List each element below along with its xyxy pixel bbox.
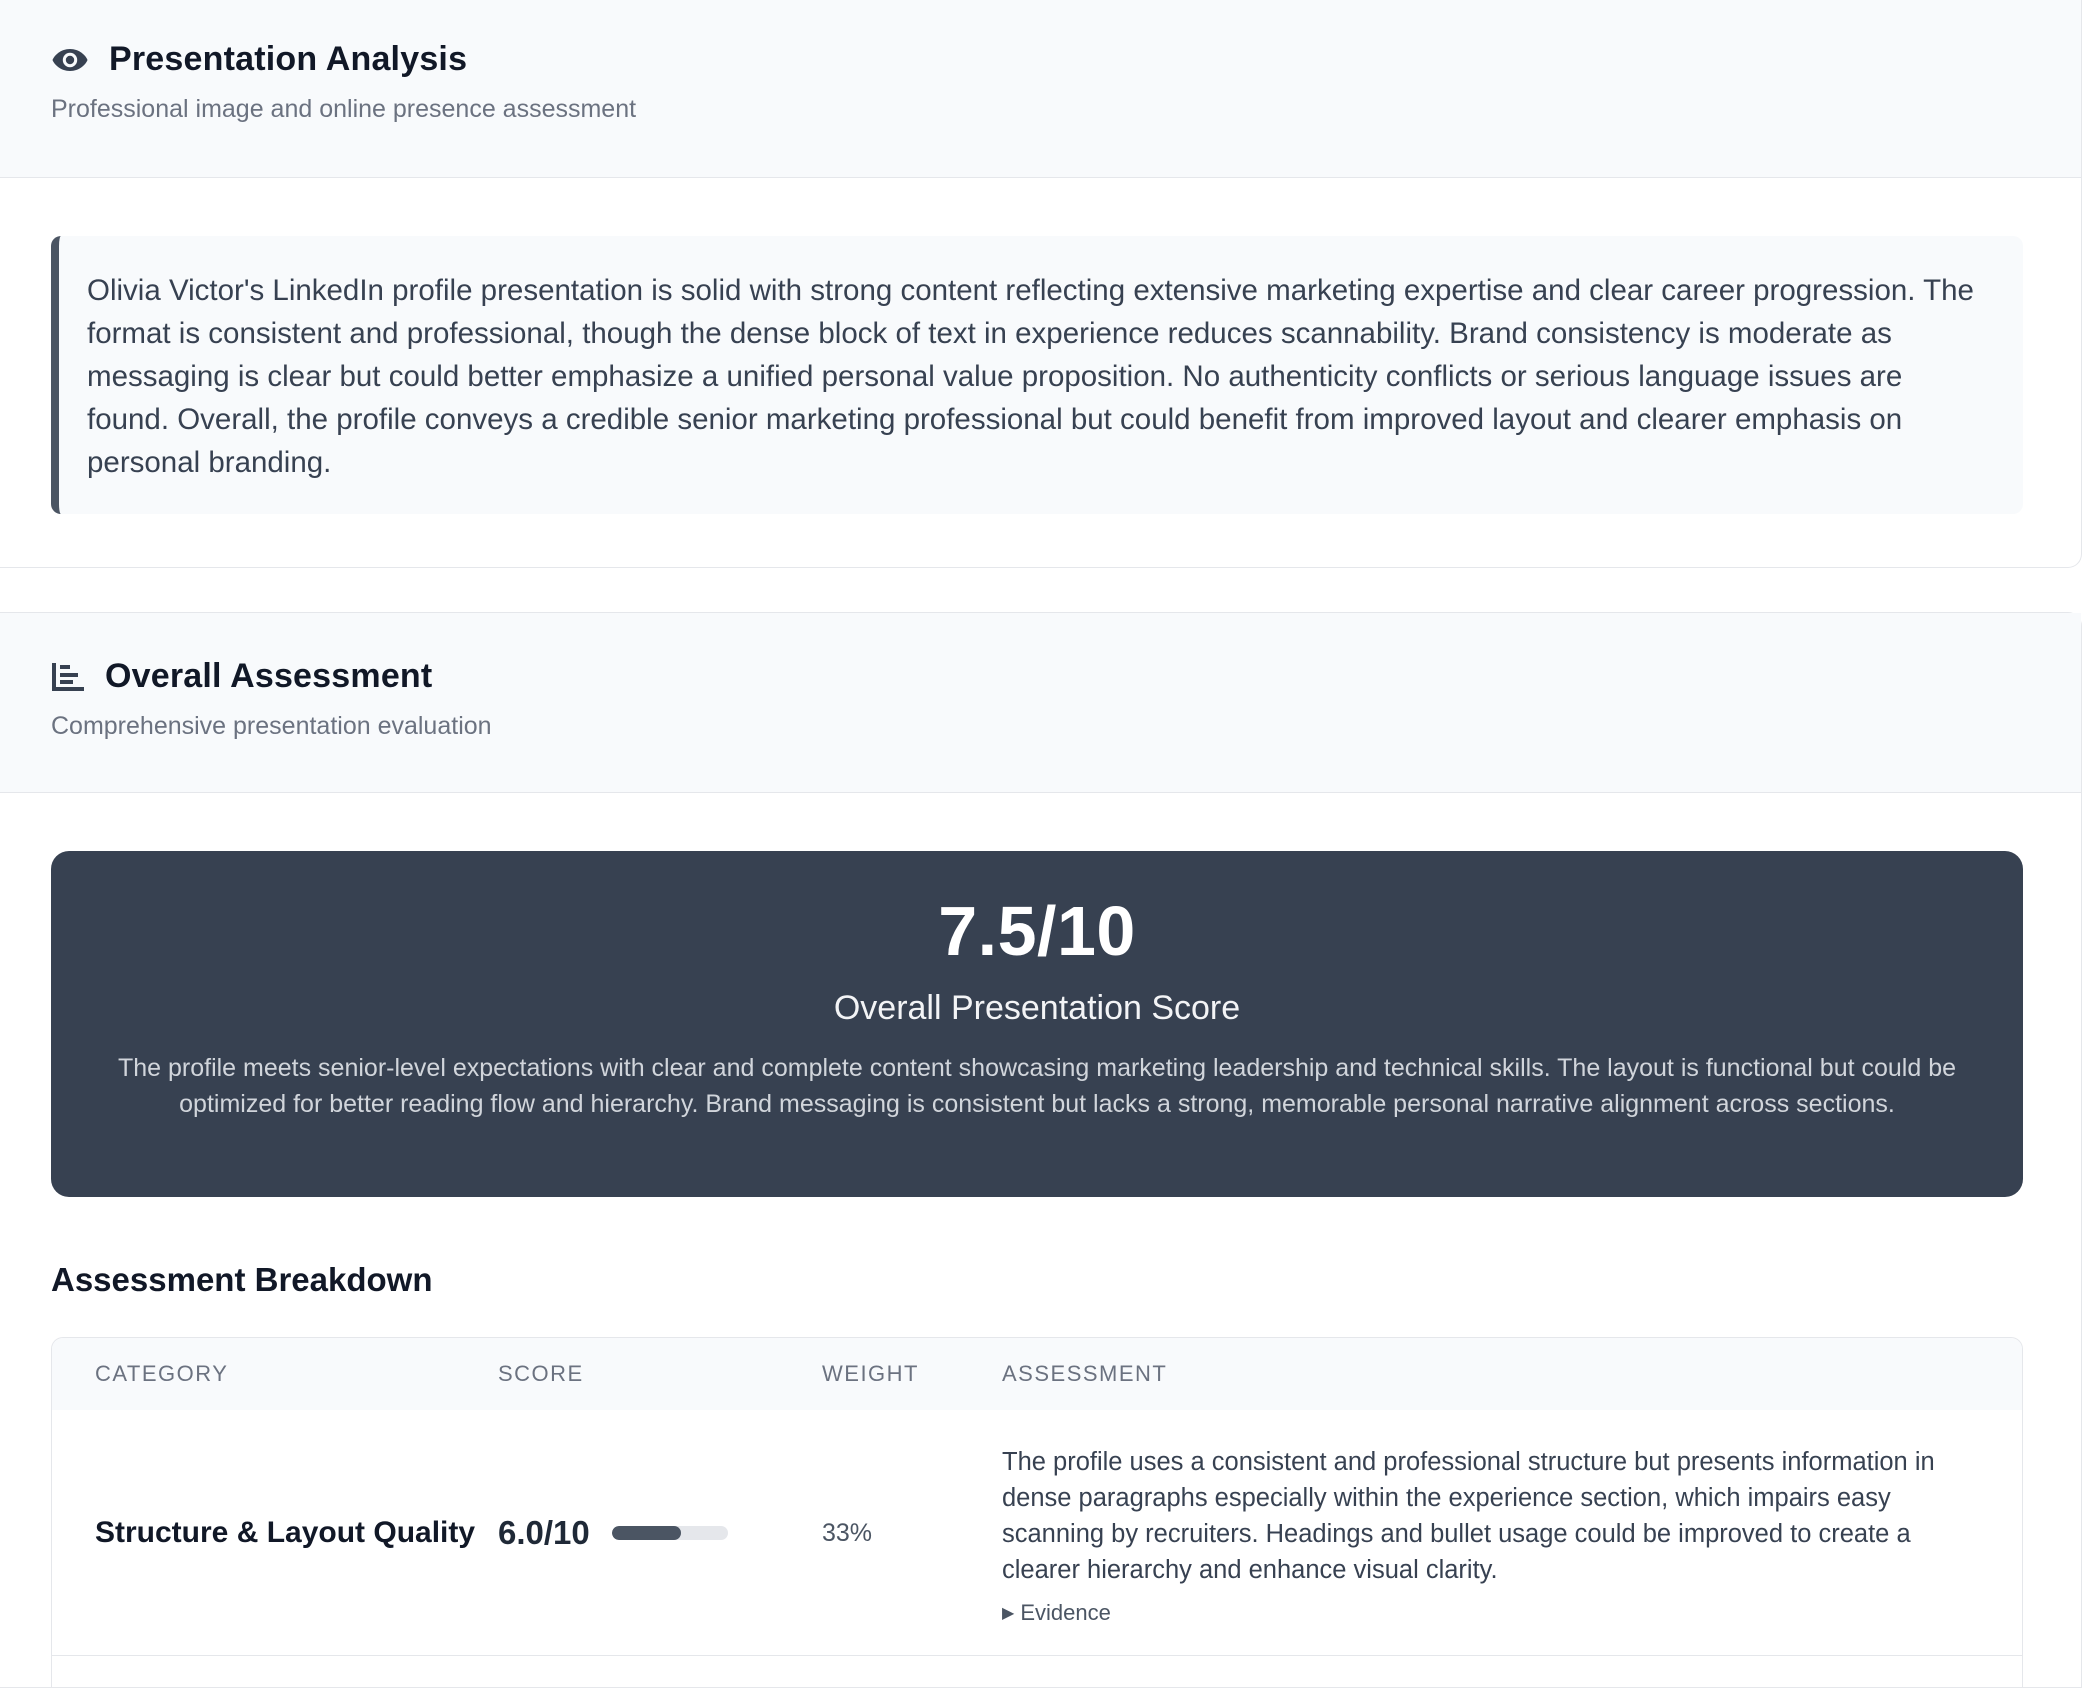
header-score: SCORE (498, 1361, 584, 1386)
table-row (52, 1410, 2022, 1656)
overall-score-value: 7.5/10 (938, 892, 1136, 970)
row-category: Structure & Layout Quality (95, 1516, 476, 1549)
overall-score-description: The profile meets senior-level expectations with clear and complete content showcasing marketing leadership and technical skills. The layout is functional but could be optimized for better reading flow and hierarchy. Brand messaging is consistent but lacks a strong, memorable personal narrative alignment across sections. (117, 1054, 1957, 1118)
presentation-analysis-header (0, 0, 2081, 178)
evidence-toggle[interactable] (1002, 1600, 1962, 1626)
overall-title-row (51, 657, 2030, 696)
score-bar (612, 1526, 728, 1540)
summary-quote: Olivia Victor's LinkedIn profile presentation is solid with strong content reflecting extensive marketing expertise and clear career progression. The format is consistent and professional, though the dense block of text in experience reduces scannability. Brand consistency is moderate as messaging is clear but could better emphasize a unified personal value proposition. No authenticity conflicts or serious language issues are found. Overall, the profile conveys a credible senior marketing professional but could benefit from improved layout and clearer emphasis on personal branding. (51, 236, 2023, 514)
row-assessment: The profile uses a consistent and professional structure but presents information in dense paragraphs especially within the experience section, which impairs easy scanning by recruiters. Headings and bullet usage could be improved to create a clearer hierarchy and enhance visual clarity. (1002, 1448, 1935, 1584)
triangle-right-icon: ▶ (1002, 1605, 1015, 1622)
score-bar-fill (612, 1526, 682, 1540)
section-subtitle: Comprehensive presentation evaluation (51, 712, 492, 740)
header-weight: WEIGHT (822, 1361, 919, 1386)
evidence-label: Evidence (1020, 1600, 1111, 1625)
breakdown-table (51, 1337, 2023, 1688)
eye-icon (51, 46, 89, 74)
chart-icon (51, 662, 85, 692)
header-category: CATEGORY (95, 1361, 229, 1386)
page-subtitle: Professional image and online presence assessment (51, 95, 637, 123)
overall-score-label: Overall Presentation Score (833, 989, 1241, 1027)
overall-assessment-header (0, 613, 2081, 793)
row-weight: 33% (822, 1518, 873, 1547)
row-score: 6.0/10 (498, 1514, 590, 1551)
presentation-analysis-card (0, 0, 2082, 568)
overall-score-panel (51, 851, 2023, 1197)
overall-assessment-card (0, 612, 2082, 1688)
page-title: Presentation Analysis (109, 40, 468, 78)
header-assessment: ASSESSMENT (1002, 1361, 1168, 1386)
table-header-row (52, 1338, 2022, 1410)
section-title: Overall Assessment (105, 657, 433, 695)
table-row-partial (52, 1656, 2022, 1688)
breakdown-title: Assessment Breakdown (51, 1261, 433, 1298)
presentation-title-row (51, 40, 2030, 79)
